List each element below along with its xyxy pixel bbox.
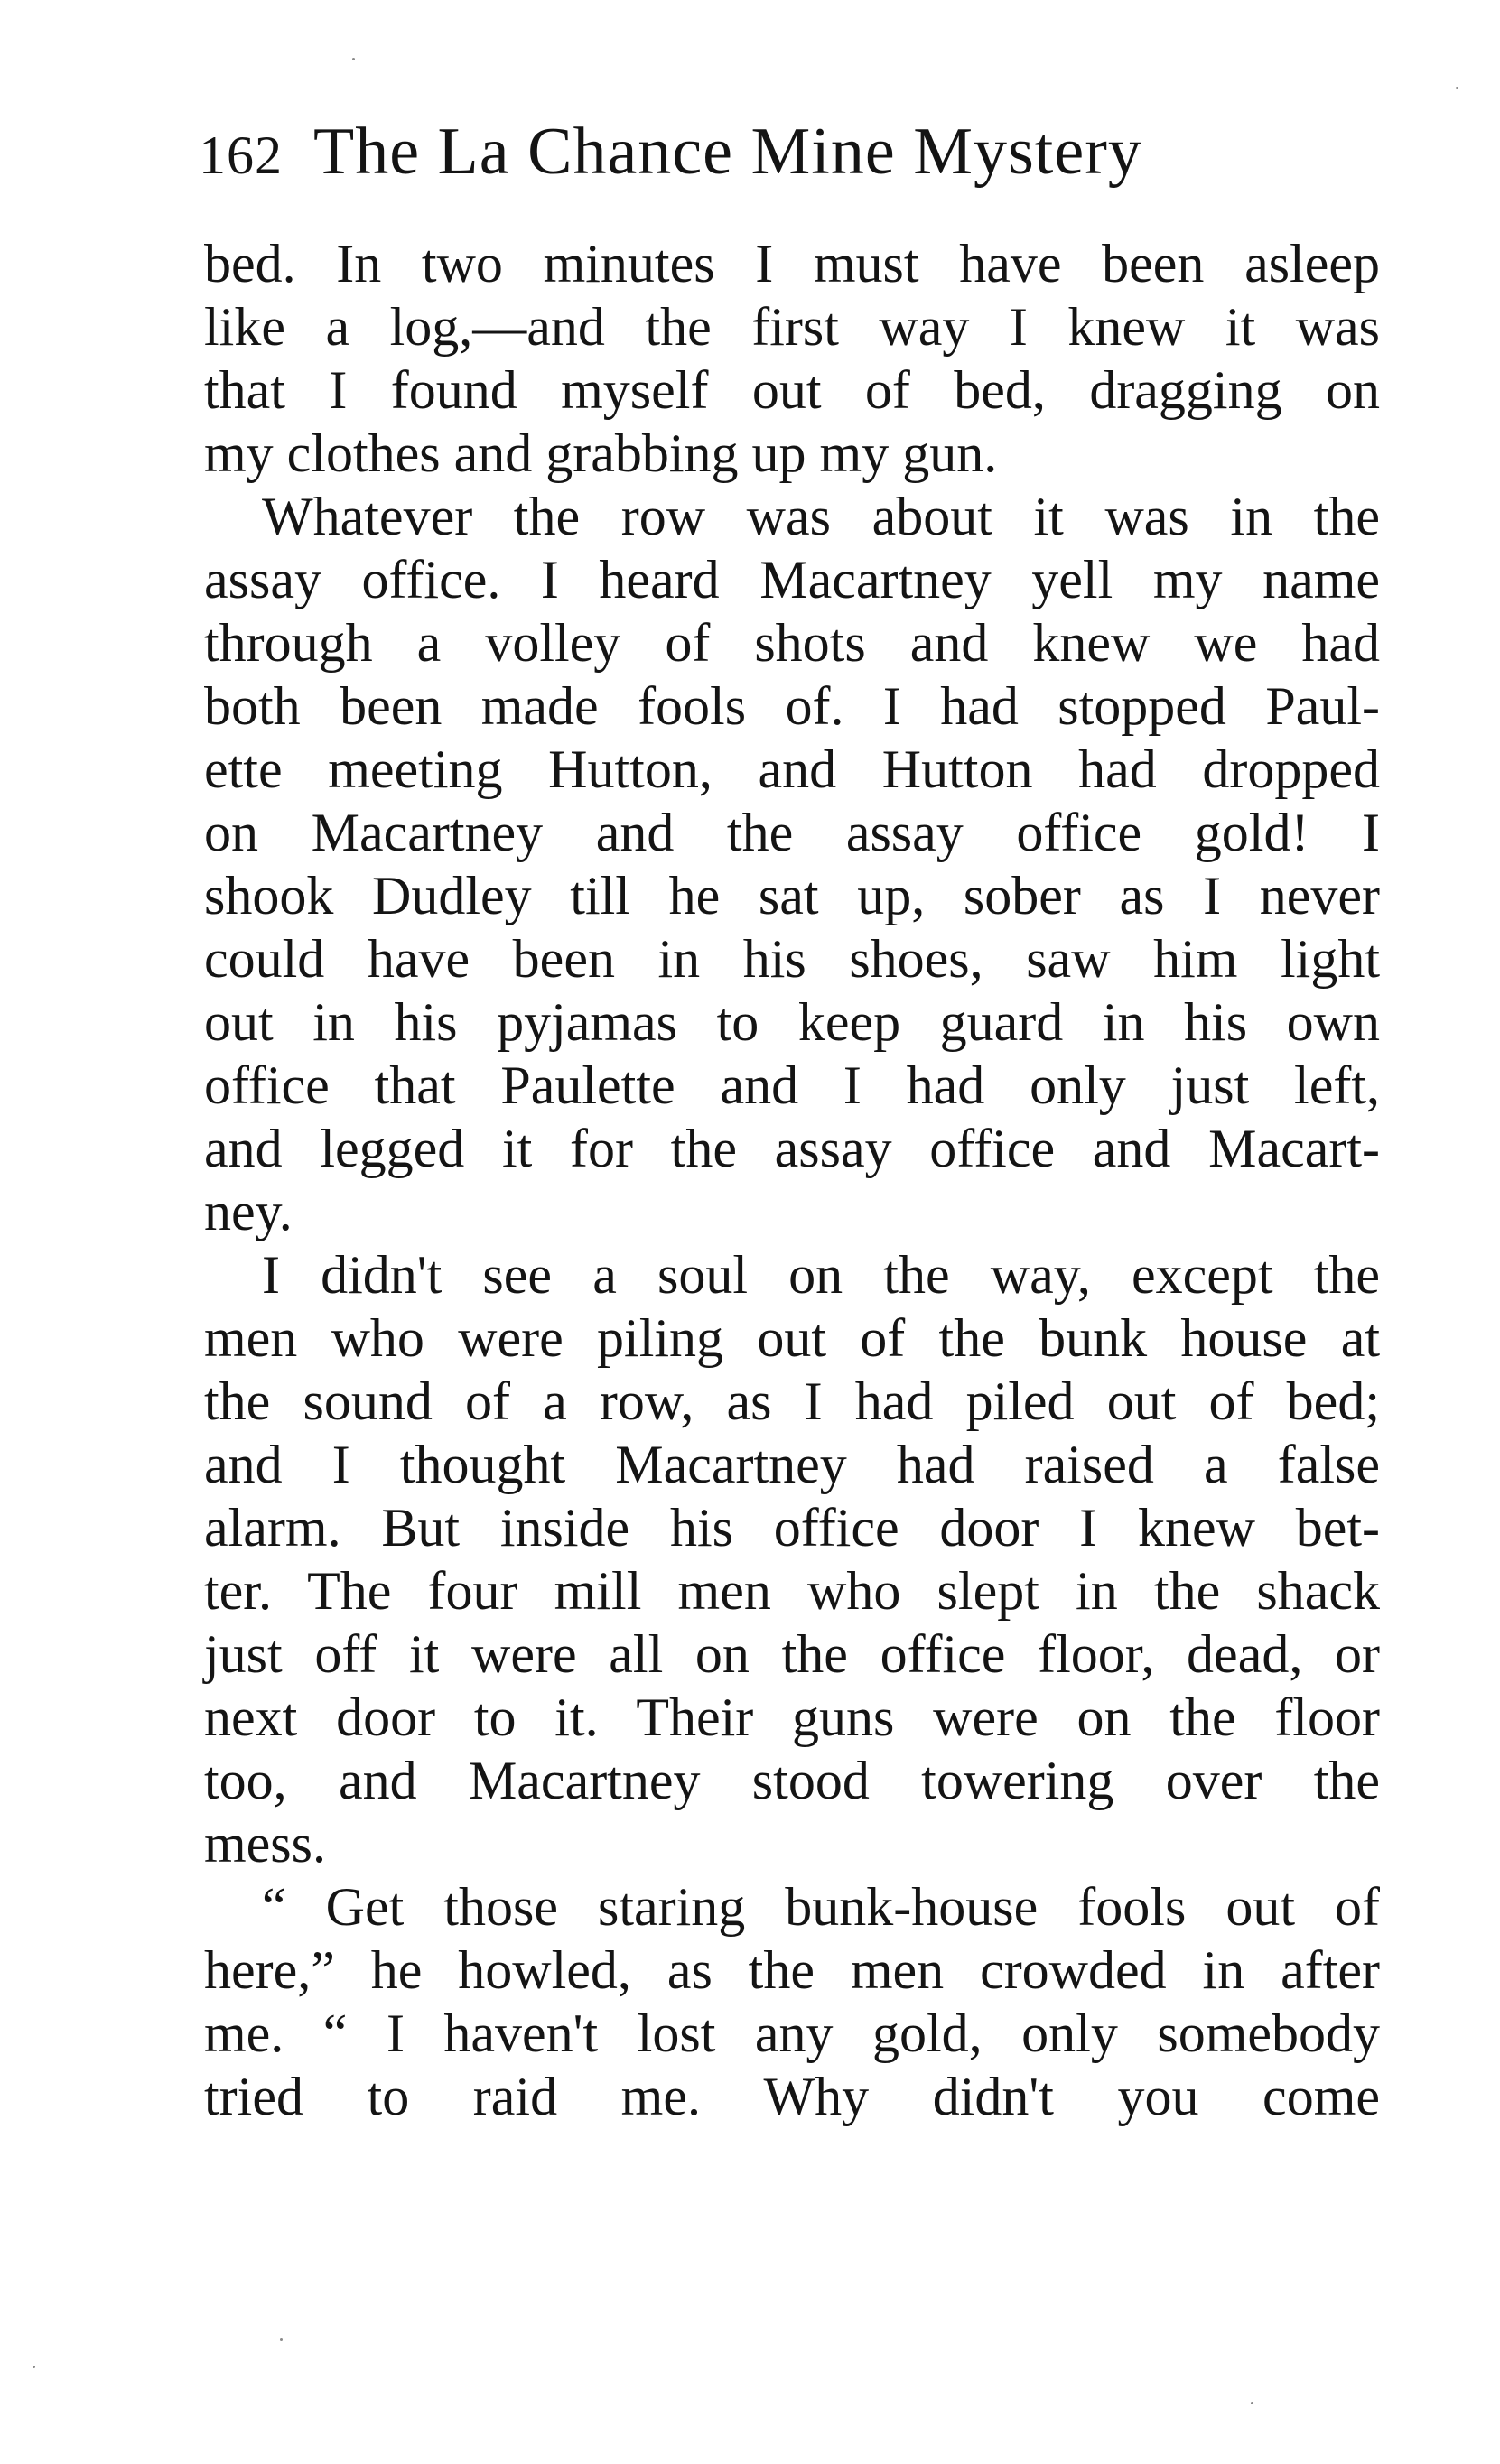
- text-line: ter. The four mill men who slept in the shack: [204, 1561, 1380, 1621]
- text-line: alarm. But inside his office door I knew bet-: [204, 1498, 1380, 1557]
- text-line: and I thought Macartney had raised a false: [204, 1435, 1380, 1494]
- paragraph-first-line: “ Get those staring bunk-house fools out of: [262, 1877, 1380, 1937]
- text-line: like a log,—and the first way I knew it was: [204, 297, 1380, 357]
- text-line: here,” he howled, as the men crowded in after: [204, 1940, 1380, 2000]
- paragraph-first-line: I didn't see a soul on the way, except the: [262, 1245, 1380, 1305]
- text-line: me. “ I haven't lost any gold, only somebody: [204, 2004, 1380, 2063]
- paper-speck: [33, 2366, 35, 2368]
- text-line: ney.: [204, 1182, 293, 1241]
- text-line: the sound of a row, as I had piled out of bed;: [204, 1371, 1380, 1431]
- paragraph-first-line: Whatever the row was about it was in the: [262, 487, 1380, 546]
- text-line: ette meeting Hutton, and Hutton had dropped: [204, 739, 1380, 799]
- page-number: 162: [199, 126, 283, 185]
- text-line: too, and Macartney stood towering over the: [204, 1751, 1380, 1810]
- text-line: could have been in his shoes, saw him light: [204, 929, 1380, 989]
- text-line: next door to it. Their guns were on the floor: [204, 1688, 1380, 1747]
- text-line: tried to raid me. Why didn't you come: [204, 2067, 1380, 2126]
- paper-speck: [352, 58, 355, 60]
- text-line: out in his pyjamas to keep guard in his own: [204, 992, 1380, 1052]
- text-line: both been made fools of. I had stopped Paul-: [204, 676, 1380, 736]
- text-line: on Macartney and the assay office gold! I: [204, 803, 1380, 862]
- text-line: assay office. I heard Macartney yell my name: [204, 550, 1380, 609]
- text-line: shook Dudley till he sat up, sober as I never: [204, 866, 1380, 925]
- paper-speck: [280, 2338, 283, 2341]
- book-title: The La Chance Mine Mystery: [313, 115, 1142, 189]
- running-head: [199, 107, 1373, 197]
- text-line: that I found myself out of bed, dragging on: [204, 360, 1380, 420]
- text-line: mess.: [204, 1814, 326, 1874]
- text-line: through a volley of shots and knew we had: [204, 613, 1380, 673]
- text-line: and legged it for the assay office and Macart-: [204, 1119, 1380, 1178]
- text-line: men who were piling out of the bunk house at: [204, 1308, 1380, 1368]
- text-line: bed. In two minutes I must have been asleep: [204, 234, 1380, 293]
- paper-speck: [1456, 87, 1458, 89]
- text-line: my clothes and grabbing up my gun.: [204, 423, 998, 483]
- text-line: office that Paulette and I had only just left,: [204, 1055, 1380, 1115]
- paper-speck: [1251, 2402, 1253, 2404]
- text-line: just off it were all on the office floor, dead, or: [204, 1624, 1380, 1684]
